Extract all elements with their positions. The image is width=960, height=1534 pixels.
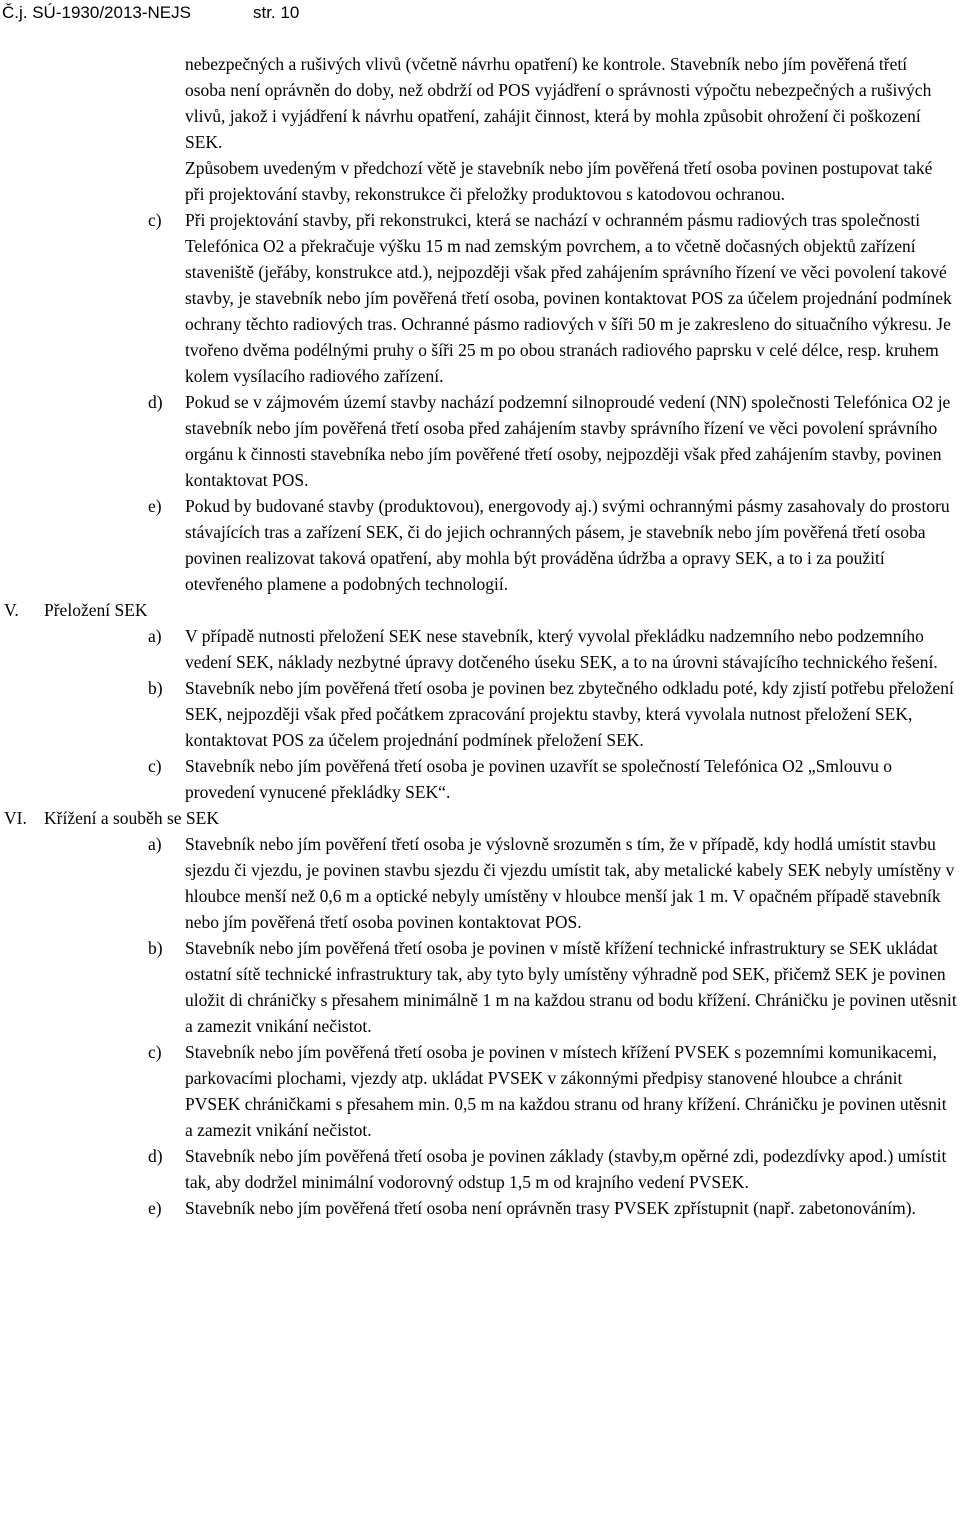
page-header <box>2 2 299 24</box>
list-item <box>148 207 958 389</box>
list-item <box>148 1143 958 1195</box>
section-title: Křížení a souběh se SEK <box>44 808 219 828</box>
document-reference: Č.j. SÚ-1930/2013-NEJS <box>2 3 191 22</box>
list-item-label: a) <box>148 834 162 854</box>
list-item-text: V případě nutnosti přeložení SEK nese stavebník, který vyvolal překládku nadzemního nebo podzemního vedení SEK, náklady nezbytné úpravy dotčeného úseku SEK, a to na úrovni stávajícího technického řešení. <box>185 626 938 672</box>
list-item <box>148 753 958 805</box>
list-item-label: b) <box>148 678 163 698</box>
list-item-label: d) <box>148 1146 163 1166</box>
list-item <box>148 1039 958 1143</box>
list-item-label: e) <box>148 1198 162 1218</box>
list-item-label: c) <box>148 210 162 230</box>
section-heading-v <box>4 597 960 623</box>
list-item-text: Stavebník nebo jím pověřená třetí osoba je povinen uzavřít se společností Telefónica O2 „Smlouvu o provedení vynucené překládky SEK“. <box>185 756 893 802</box>
list-item-text: Pokud by budované stavby (produktovou), energovody aj.) svými ochrannými pásmy zasahovaly do prostoru stávajících tras a zařízení SEK, či do jejich ochranných pásem, je stavebník nebo jím pověřená třetí osoba povinen realizovat taková opatření, aby mohla být prováděna údržba a opravy SEK, a to i za použití otevřeného plamene a podobných technologií. <box>185 496 950 594</box>
list-item <box>148 389 958 493</box>
list-item-label: e) <box>148 496 162 516</box>
list-item-label: b) <box>148 938 163 958</box>
section-title: Přeložení SEK <box>44 600 148 620</box>
list-item <box>148 935 958 1039</box>
list-item <box>148 1195 958 1221</box>
list-item-text: Stavebník nebo jím pověřená třetí osoba je povinen základy (stavby,m opěrné zdi, podezdívky apod.) umístit tak, aby dodržel minimální vodorovný odstup 1,5 m od krajního vedení PVSEK. <box>185 1146 947 1192</box>
list-item <box>148 493 958 597</box>
section-number: V. <box>4 600 19 620</box>
document-body <box>0 51 960 1221</box>
list-item-text: Stavebník nebo jím pověřená třetí osoba je povinen bez zbytečného odkladu poté, kdy zjistí potřebu přeložení SEK, nejpozději však před počátkem zpracování projektu stavby, která vyvolala nutnost přeložení SEK, kontaktovat POS za účelem projednání podmínek přeložení SEK. <box>185 678 954 750</box>
section-heading-vi <box>4 805 960 831</box>
list-item-label: c) <box>148 756 162 776</box>
list-item-label: a) <box>148 626 162 646</box>
list-item-text: Stavebník nebo jím pověřená třetí osoba není oprávněn trasy PVSEK zpřístupnit (např. zabetonováním). <box>185 1198 916 1218</box>
list-item-text: Při projektování stavby, při rekonstrukci, která se nachází v ochranném pásmu radiových tras společnosti Telefónica O2 a překračuje výšku 15 m nad zemským povrchem, a to včetně dočasných objektů zařízení staveniště (jeřáby, konstrukce atd.), nejpozději však před zahájením správního řízení ve věci povolení takové stavby, je stavebník nebo jím pověřená třetí osoba, povinen kontaktovat POS za účelem projednání podmínek ochrany těchto radiových tras. Ochranné pásmo radiových v šíři 50 m je zakresleno do situačního výkresu. Je tvořeno dvěma podélnými pruhy o šíři 25 m po obou stranách radiového paprsku v celé délce, resp. kruhem kolem vysílacího radiového zařízení. <box>185 210 952 386</box>
intro-paragraph-1: nebezpečných a rušivých vlivů (včetně návrhu opatření) ke kontrole. Stavebník nebo jím pověřená třetí osoba není oprávněn do doby, než obdrží od POS vyjádření o správnosti výpočtu nebezpečných a rušivých vlivů, jakož i vyjádření k návrhu opatření, zahájit činnost, která by mohla způsobit ohrožení či poškození SEK. <box>185 54 932 152</box>
intro-paragraph-2: Způsobem uvedeným v předchozí větě je stavebník nebo jím pověřená třetí osoba povinen postupovat také při projektování stavby, rekonstrukce či přeložky produktovou s katodovou ochranou. <box>185 158 933 204</box>
list-item-label: d) <box>148 392 163 412</box>
page-number: str. 10 <box>252 3 300 22</box>
list-item-label: c) <box>148 1042 162 1062</box>
list-item-text: Stavebník nebo jím pověřená třetí osoba je povinen v místech křížení PVSEK s pozemními komunikacemi, parkovacími plochami, vjezdy atp. ukládat PVSEK v zákonnými předpisy stanovené hloubce a chránit PVSEK chráničkami s přesahem min. 0,5 m na každou stranu od hrany křížení. Chráničku je povinen utěsnit a zamezit vnikání nečistot. <box>185 1042 947 1140</box>
list-item-text: Stavebník nebo jím pověřená třetí osoba je povinen v místě křížení technické infrastruktury se SEK ukládat ostatní sítě technické infrastruktury tak, aby tyto byly umístěny výhradně pod SEK, přičemž SEK je povinen uložit di chráničky s přesahem minimálně 1 m na každou stranu od bodu křížení. Chráničku je povinen utěsnit a zamezit vnikání nečistot. <box>185 938 957 1036</box>
list-item <box>148 831 958 935</box>
list-item <box>148 623 958 675</box>
list-item-text: Stavebník nebo jím pověření třetí osoba je výslovně srozuměn s tím, že v případě, kdy hodlá umístit stavbu sjezdu či vjezdu, je povinen stavbu sjezdu či vjezdu umístit tak, aby metalické kabely SEK nebyly umístěny v hloubce menší než 0,6 m a optické nebyly umístěny v hloubce menší jak 1 m. V opačném případě stavebník nebo jím pověřená třetí osoba povinen kontaktovat POS. <box>185 834 955 932</box>
list-item-text: Pokud se v zájmovém území stavby nachází podzemní silnoproudé vedení (NN) společnosti Telefónica O2 je stavebník nebo jím pověřená třetí osoba před zahájením stavby správního řízení ve věci povolení správního orgánu k činnosti stavebníka nebo jím pověřené třetí osoby, nejpozději však před zahájením stavby, povinen kontaktovat POS. <box>185 392 951 490</box>
section-number: VI. <box>4 808 27 828</box>
list-item <box>148 675 958 753</box>
